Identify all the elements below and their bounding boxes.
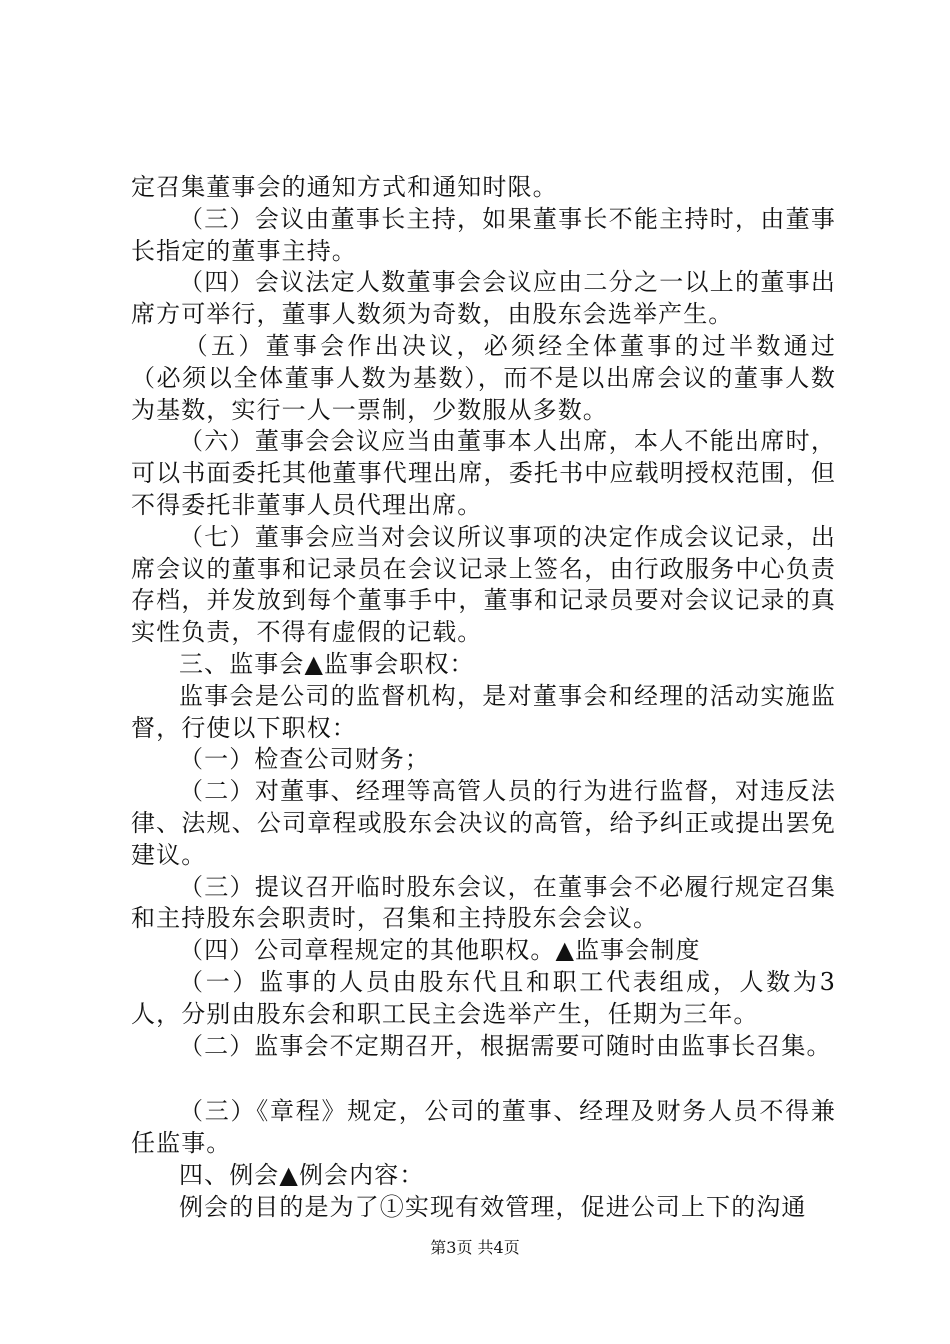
paragraph-supervisors-finance: （一）检查公司财务；: [179, 745, 430, 774]
paragraph-board-minutes: （七）董事会应当对会议所议事项的决定作成会议记录，出席会议的董事和记录员在会议记录上签名，由行政服务中心负责存档，并发放到每个董事手中，董事和记录员要对会议记录的真实性负责，不得有虚假的记载。: [131, 522, 836, 647]
document-body: [131, 172, 836, 1224]
paragraph-board-chair: （三）会议由董事长主持，如果董事长不能主持时，由董事长指定的董事主持。: [131, 204, 836, 265]
paragraph-supervisors-intro: 监事会是公司的监督机构，是对董事会和经理的活动实施监督，行使以下职权：: [131, 681, 836, 742]
blank-line: [131, 1062, 836, 1096]
paragraph-supervisors-restriction: （三）《章程》规定，公司的董事、经理及财务人员不得兼任监事。: [131, 1097, 836, 1158]
paragraph-board-quorum: （四）会议法定人数董事会会议应由二分之一以上的董事出席方可举行，董事人数须为奇数，由股东会选举产生。: [131, 268, 836, 329]
paragraph-supervisors-oversight: （二）对董事、经理等高管人员的行为进行监督，对违反法律、法规、公司章程或股东会决议的高管，给予纠正或提出罢免建议。: [131, 777, 836, 869]
paragraph-supervisors-convene: （二）监事会不定期召开，根据需要可随时由监事长召集。: [179, 1031, 832, 1060]
paragraph-supervisors-members: （一）监事的人员由股东代且和职工代表组成，人数为3人，分别由股东会和职工民主会选举产生，任期为三年。: [131, 967, 836, 1028]
section-heading-regular-meeting: 四、例会▲例会内容：: [179, 1160, 425, 1189]
page-number-footer: 第3页 共4页: [430, 1238, 520, 1257]
paragraph-supervisors-other: （四）公司章程规定的其他职权。▲监事会制度: [179, 936, 701, 965]
paragraph-regular-meeting-purpose: 例会的目的是为了①实现有效管理，促进公司上下的沟通: [179, 1192, 807, 1221]
section-heading-supervisors: 三、监事会▲监事会职权：: [179, 649, 475, 678]
paragraph-continuation: 定召集董事会的通知方式和通知时限。: [131, 173, 558, 201]
paragraph-supervisors-meeting: （三）提议召开临时股东会议，在董事会不必履行规定召集和主持股东会职责时，召集和主持股东会会议。: [131, 872, 836, 933]
paragraph-board-attendance: （六）董事会会议应当由董事本人出席，本人不能出席时，可以书面委托其他董事代理出席，委托书中应载明授权范围，但不得委托非董事人员代理出席。: [131, 427, 836, 519]
paragraph-board-resolution: （五）董事会作出决议，必须经全体董事的过半数通过（必须以全体董事人数为基数），而不是以出席会议的董事人数为基数，实行一人一票制，少数服从多数。: [131, 331, 836, 424]
